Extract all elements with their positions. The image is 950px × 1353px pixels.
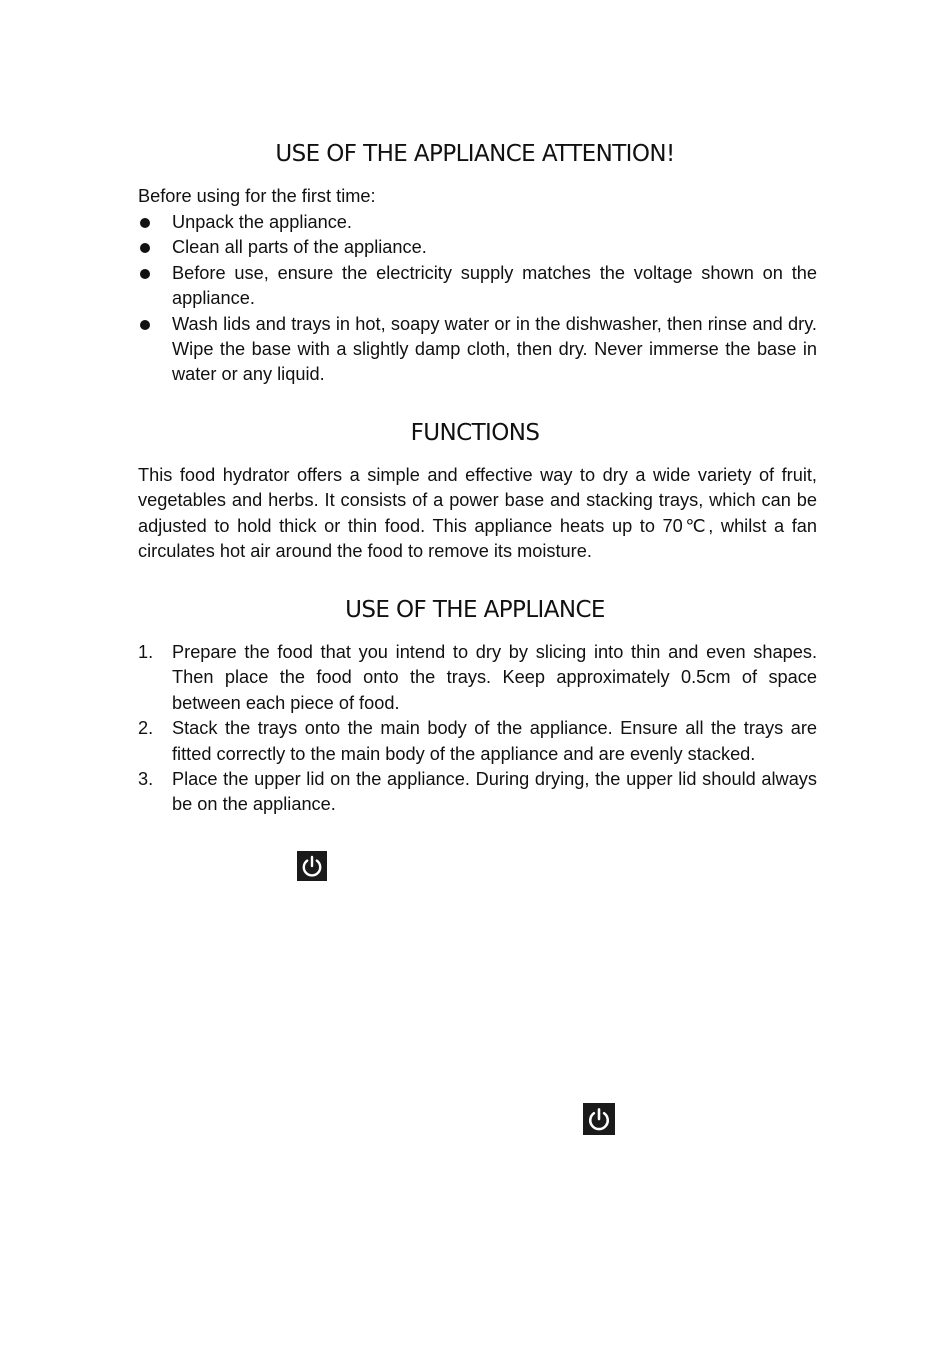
section-heading-use: USE OF THE APPLIANCE	[345, 597, 605, 623]
steps-list	[138, 640, 817, 818]
bullet-icon	[140, 269, 150, 279]
step-number: 1.	[138, 642, 154, 662]
list-item: Before use, ensure the electricity supply matches the voltage shown on the appliance.	[138, 261, 817, 312]
bullet-icon	[140, 218, 150, 228]
step-text: Place the upper lid on the appliance. During drying, the upper lid should always be on the appliance.	[172, 769, 817, 815]
list-item	[138, 716, 817, 767]
functions-text: This food hydrator offers a simple and effective way to dry a wide variety of fruit, vegetables and herbs. It consists of a power base and stacking trays, which can be adjusted to hold thick or thin food. This appliance heats up to 70℃, whilst a fan circulates hot air around the food to remove its moisture.	[138, 465, 817, 562]
step-number: 2.	[138, 718, 154, 739]
intro-text: Before using for the first time:	[138, 186, 376, 206]
list-item: Wash lids and trays in hot, soapy water or in the dishwasher, then rinse and dry. Wipe the base with a slightly damp cloth, then dry. Never immerse the base in water or any liquid.	[138, 312, 817, 388]
list-item	[138, 767, 817, 818]
power-icon	[297, 851, 327, 881]
first-use-list	[138, 210, 817, 388]
list-item: Clean all parts of the appliance.	[138, 235, 817, 260]
section-heading-functions: FUNCTIONS	[410, 420, 540, 446]
section-heading-attention: USE OF THE APPLIANCE ATTENTION!	[275, 141, 675, 167]
list-item: Unpack the appliance.	[138, 210, 817, 235]
step-number: 3.	[138, 769, 154, 790]
bullet-icon	[140, 243, 150, 253]
step-text: Stack the trays onto the main body of the appliance. Ensure all the trays are fitted correctly to the main body of the appliance and are evenly stacked.	[172, 718, 817, 764]
step-text: Prepare the food that you intend to dry by slicing into thin and even shapes. Then place the food onto the trays. Keep approximately 0.5cm of space between each piece of food.	[172, 642, 817, 713]
bullet-icon	[140, 320, 150, 330]
list-item	[138, 640, 817, 716]
power-icon	[583, 1103, 615, 1135]
